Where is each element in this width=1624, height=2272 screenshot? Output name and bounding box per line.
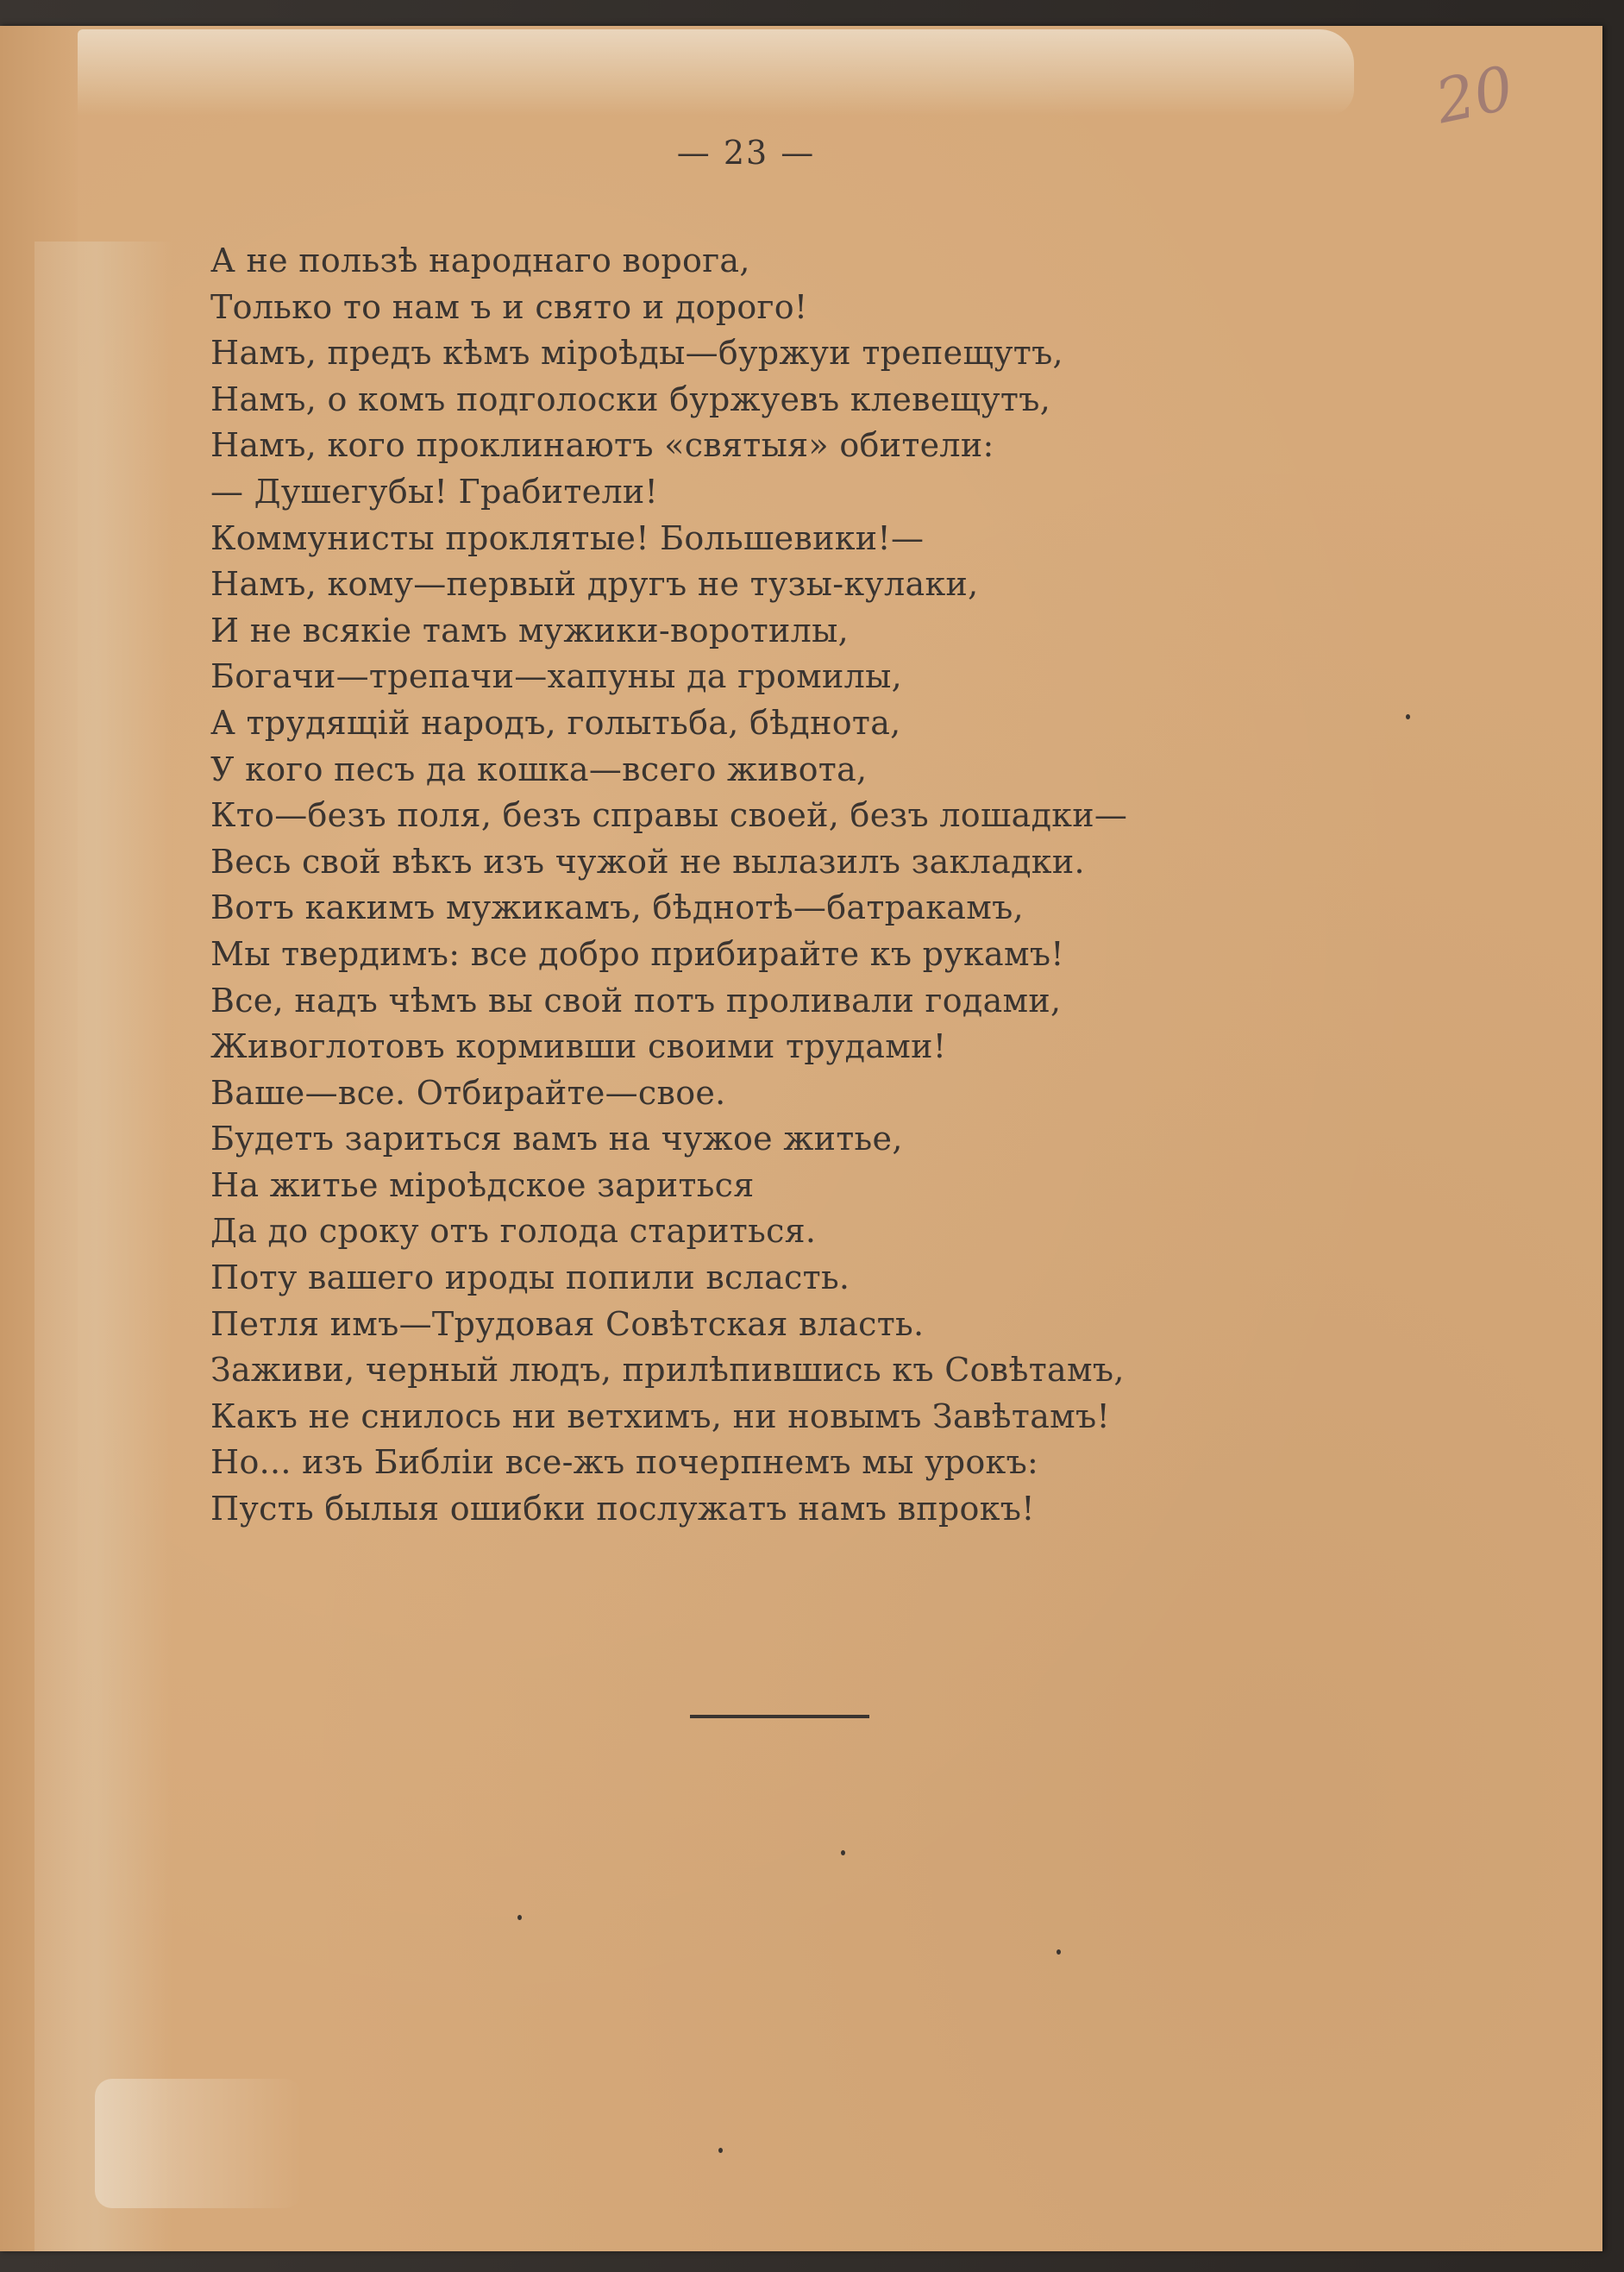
poem-line: Поту вашего ироды попили всласть.: [210, 1258, 850, 1297]
poem-line: Намъ, о комъ подголоски буржуевъ клевещутъ,: [210, 380, 1051, 418]
archive-handwritten-mark: 20: [1429, 52, 1520, 138]
poem-line: А не пользѣ народнаго ворога,: [210, 242, 750, 279]
tape-strip-top: [78, 29, 1354, 116]
poem-line: Будетъ зариться вамъ на чужое житье,: [210, 1120, 903, 1158]
ink-speck: [517, 1915, 522, 1920]
poem-line: Вотъ какимъ мужикамъ, бѣднотѣ—батракамъ,: [210, 888, 1024, 927]
poem-line: Пусть былыя ошибки послужатъ намъ впрокъ!: [210, 1490, 1035, 1528]
page-number: — 23 —: [676, 134, 816, 172]
poem-line: Ваше—все. Отбирайте—свое.: [210, 1073, 726, 1112]
poem-line: Все, надъ чѣмъ вы свой потъ проливали годами,: [210, 981, 1062, 1020]
ink-speck: [718, 2148, 723, 2153]
poem-line: Мы твердимъ: все добро прибирайте къ рукамъ!: [210, 934, 1064, 973]
end-rule: [690, 1715, 869, 1718]
poem-line: Да до сроку отъ голода стариться.: [210, 1212, 817, 1251]
poem-line: Только то нам ъ и свято и дорого!: [210, 287, 808, 326]
poem-line: Какъ не снилось ни ветхимъ, ни новымъ Завѣтамъ!: [210, 1396, 1111, 1435]
poem-line: Петля имъ—Трудовая Совѣтская власть.: [210, 1304, 925, 1343]
poem-line: Кто—безъ поля, безъ справы своей, безъ лошадки—: [210, 796, 1128, 835]
poem-line: Но... изъ Библіи все-жъ почерпнемъ мы урокъ:: [210, 1443, 1039, 1482]
ink-speck: [1057, 1949, 1061, 1955]
poem-line: Намъ, предъ кѣмъ міроѣды—буржуи трепещутъ,: [210, 334, 1063, 373]
poem-line: Заживи, черный людъ, прилѣпившись къ Совѣтамъ,: [210, 1351, 1125, 1390]
poem-line: Намъ, кого проклинаютъ «святыя» обители:: [210, 426, 994, 465]
poem-line: Весь свой вѣкъ изъ чужой не вылазилъ закладки.: [210, 842, 1085, 881]
poem-line: — Душегубы! Грабители!: [210, 472, 659, 511]
poem-line: На житье міроѣдское зариться: [210, 1165, 755, 1204]
poem-line: Коммунисты проклятые! Большевики!—: [210, 518, 925, 557]
poem-line: И не всякіе тамъ мужики-воротилы,: [210, 611, 850, 650]
poem-line: А трудящій народъ, голытьба, бѣднота,: [210, 703, 901, 742]
ink-speck: [1406, 714, 1410, 719]
poem-line: Живоглотовъ кормивши своими трудами!: [210, 1027, 947, 1066]
tape-strip-left: [34, 242, 172, 2251]
poem-line: У кого песъ да кошка—всего живота,: [210, 750, 868, 788]
poem-line: Богачи—трепачи—хапуны да громилы,: [210, 657, 902, 696]
poem-text: [210, 238, 1228, 1533]
poem-line: Намъ, кому—первый другъ не тузы-кулаки,: [210, 565, 979, 604]
tape-strip-bottom: [95, 2079, 302, 2208]
document-page: [0, 26, 1602, 2251]
ink-speck: [841, 1850, 845, 1855]
